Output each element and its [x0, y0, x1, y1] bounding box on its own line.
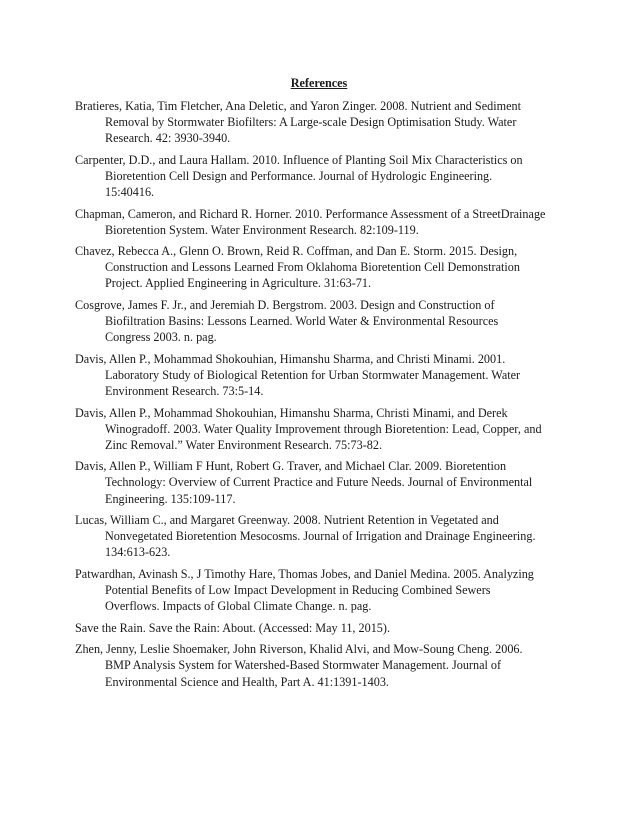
reference-line: Project. Applied Engineering in Agriculture. 31:63-71.	[105, 276, 372, 291]
reference-line: Technology: Overview of Current Practice and Future Needs. Journal of Environmental	[105, 475, 533, 490]
reference-line: Environment Research. 73:5-14.	[105, 384, 264, 398]
reference-line: Cosgrove, James F. Jr., and Jeremiah D. Bergstrom. 2003. Design and Construction of	[75, 298, 495, 313]
reference-line: Zhen, Jenny, Leslie Shoemaker, John Riverson, Khalid Alvi, and Mow-Soung Cheng. 2006.	[75, 642, 523, 657]
reference-line: Chapman, Cameron, and Richard R. Horner. 2010. Performance Assessment of a StreetDrainage	[75, 206, 546, 221]
reference-entry	[75, 641, 570, 689]
reference-line: Patwardhan, Avinash S., J Timothy Hare, Thomas Jobes, and Daniel Medina. 2005. Analyzing	[75, 566, 534, 581]
reference-line: Davis, Allen P., William F Hunt, Robert G. Traver, and Michael Clar. 2009. Bioretention	[75, 459, 507, 474]
reference-line: Engineering. 135:109-117.	[105, 491, 236, 506]
reference-line: Bratieres, Katia, Tim Fletcher, Ana Deletic, and Yaron Zinger. 2008. Nutrient and Sediment	[75, 99, 521, 113]
reference-entry	[75, 98, 570, 146]
reference-line: BMP Analysis System for Watershed-Based Stormwater Management. Journal of	[105, 658, 502, 673]
reference-line: Potential Benefits of Low Impact Development in Reducing Combined Sewers	[105, 583, 491, 598]
reference-line: Carpenter, D.D., and Laura Hallam. 2010. Influence of Planting Soil Mix Characteristics on	[75, 152, 523, 167]
reference-entry	[75, 405, 570, 453]
reference-line: Zinc Removal.” Water Environment Research. 75:73-82.	[105, 437, 382, 452]
reference-entry	[75, 458, 570, 506]
reference-line: Bioretention Cell Design and Performance. Journal of Hydrologic Engineering.	[105, 168, 493, 183]
reference-line: Winogradoff. 2003. Water Quality Improvement through Bioretention: Lead, Copper, and	[105, 421, 542, 436]
reference-line: Nonvegetated Bioretention Mesocosms. Journal of Irrigation and Drainage Engineering.	[105, 529, 536, 544]
reference-entry	[75, 512, 570, 560]
reference-line: Overflows. Impacts of Global Climate Change. n. pag.	[105, 599, 372, 614]
reference-list	[75, 98, 570, 695]
reference-line: Davis, Allen P., Mohammad Shokouhian, Himanshu Sharma, Christi Minami, and Derek	[75, 405, 508, 420]
reference-line: Biofiltration Basins: Lessons Learned. World Water & Environmental Resources	[105, 314, 499, 329]
reference-line: Removal by Stormwater Biofilters: A Large-scale Design Optimisation Study. Water	[105, 115, 517, 130]
reference-entry	[75, 206, 570, 238]
reference-entry	[75, 152, 570, 200]
reference-entry	[75, 620, 570, 636]
reference-line: Congress 2003. n. pag.	[105, 330, 217, 345]
reference-line: 134:613-623.	[105, 545, 171, 560]
reference-line: Chavez, Rebecca A., Glenn O. Brown, Reid R. Coffman, and Dan E. Storm. 2015. Design,	[75, 244, 518, 259]
reference-line: Davis, Allen P., Mohammad Shokouhian, Himanshu Sharma, and Christi Minami. 2001.	[75, 351, 506, 366]
reference-entry	[75, 351, 570, 399]
reference-line: Bioretention System. Water Environment Research. 82:109-119.	[105, 222, 419, 237]
reference-line: Research. 42: 3930-3940.	[105, 131, 231, 146]
references-heading: References	[290, 76, 348, 90]
reference-entry	[75, 566, 570, 614]
reference-line: 15:40416.	[105, 184, 155, 199]
reference-line: Lucas, William C., and Margaret Greenway. 2008. Nutrient Retention in Vegetated and	[75, 513, 499, 528]
reference-entry	[75, 297, 570, 345]
reference-line: Environmental Science and Health, Part A. 41:1391-1403.	[105, 674, 389, 689]
reference-entry	[75, 243, 570, 291]
reference-line: Laboratory Study of Biological Retention for Urban Stormwater Management. Water	[105, 367, 521, 382]
reference-line: Construction and Lessons Learned From Oklahoma Bioretention Cell Demonstration	[105, 260, 520, 275]
reference-line: Save the Rain. Save the Rain: About. (Accessed: May 11, 2015).	[75, 620, 391, 635]
